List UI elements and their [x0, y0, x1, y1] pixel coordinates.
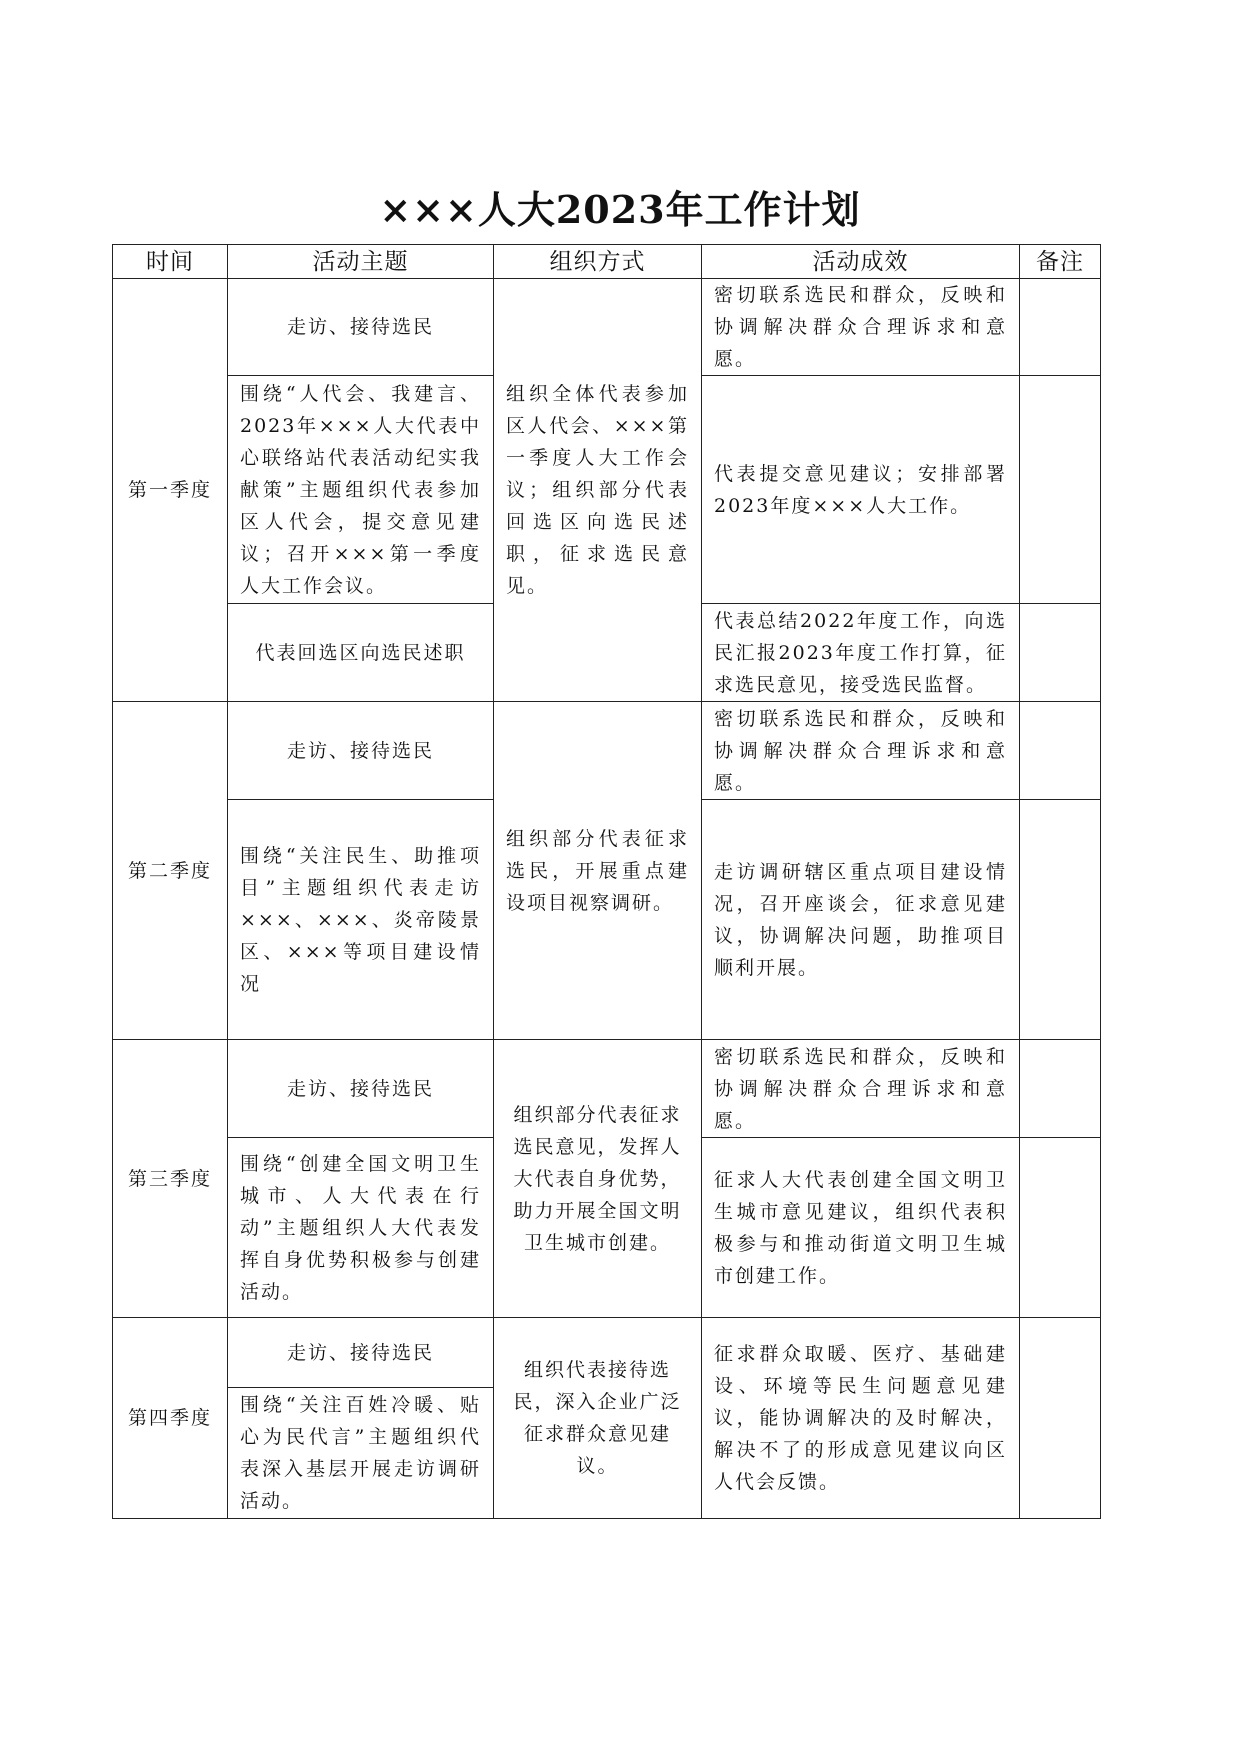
remark-cell [1020, 1138, 1101, 1318]
method-cell: 组织部分代表征求选民意见，发挥人大代表自身优势，助力开展全国文明卫生城市创建。 [494, 1040, 702, 1318]
effect-cell: 走访调研辖区重点项目建设情况，召开座谈会，征求意见建议，协调解决问题，助推项目顺利开展。 [702, 800, 1020, 1040]
header-theme: 活动主题 [228, 245, 494, 279]
remark-cell [1020, 376, 1101, 604]
table-row [113, 1040, 1101, 1138]
remark-cell [1020, 279, 1101, 376]
method-cell: 组织部分代表征求选民，开展重点建设项目视察调研。 [494, 702, 702, 1040]
quarter-time-cell: 第一季度 [113, 279, 228, 702]
document-title: ×××人大2023年工作计划 [379, 187, 861, 232]
table-header-row [113, 245, 1101, 279]
effect-cell: 密切联系选民和群众，反映和协调解决群众合理诉求和意愿。 [702, 702, 1020, 800]
quarter-time-cell: 第三季度 [113, 1040, 228, 1318]
table-row [113, 1318, 1101, 1388]
header-effect: 活动成效 [702, 245, 1020, 279]
theme-cell: 走访、接待选民 [228, 1318, 494, 1388]
effect-cell: 密切联系选民和群众，反映和协调解决群众合理诉求和意愿。 [702, 279, 1020, 376]
theme-cell: 围绕“关注百姓冷暖、贴心为民代言”主题组织代表深入基层开展走访调研活动。 [228, 1388, 494, 1519]
header-time: 时间 [113, 245, 228, 279]
table-row [113, 702, 1101, 800]
quarter-time-cell: 第四季度 [113, 1318, 228, 1519]
theme-cell: 走访、接待选民 [228, 1040, 494, 1138]
table-row [113, 279, 1101, 376]
quarter-time-cell: 第二季度 [113, 702, 228, 1040]
theme-cell: 走访、接待选民 [228, 279, 494, 376]
effect-cell: 征求群众取暖、医疗、基础建设、环境等民生问题意见建议，能协调解决的及时解决，解决不了的形成意见建议向区人代会反馈。 [702, 1318, 1020, 1519]
theme-cell: 代表回选区向选民述职 [228, 604, 494, 702]
method-cell: 组织全体代表参加区人代会、×××第一季度人大工作会议；组织部分代表回选区向选民述职，征求选民意见。 [494, 279, 702, 702]
method-cell: 组织代表接待选民，深入企业广泛征求群众意见建议。 [494, 1318, 702, 1519]
effect-cell: 代表总结2022年度工作，向选民汇报2023年度工作打算，征求选民意见，接受选民监督。 [702, 604, 1020, 702]
remark-cell [1020, 1040, 1101, 1138]
header-method: 组织方式 [494, 245, 702, 279]
header-remark: 备注 [1020, 245, 1101, 279]
remark-cell [1020, 800, 1101, 1040]
remark-cell [1020, 702, 1101, 800]
remark-cell [1020, 604, 1101, 702]
effect-cell: 密切联系选民和群众，反映和协调解决群众合理诉求和意愿。 [702, 1040, 1020, 1138]
theme-cell: 走访、接待选民 [228, 702, 494, 800]
work-plan-table [112, 244, 1101, 1519]
effect-cell: 征求人大代表创建全国文明卫生城市意见建议，组织代表积极参与和推动街道文明卫生城市创建工作。 [702, 1138, 1020, 1318]
effect-cell: 代表提交意见建议；安排部署2023年度×××人大工作。 [702, 376, 1020, 604]
remark-cell [1020, 1318, 1101, 1519]
theme-cell: 围绕“关注民生、助推项目”主题组织代表走访×××、×××、炎帝陵景区、×××等项目建设情况 [228, 800, 494, 1040]
theme-cell: 围绕“创建全国文明卫生城市、人大代表在行动”主题组织人大代表发挥自身优势积极参与创建活动。 [228, 1138, 494, 1318]
theme-cell: 围绕“人代会、我建言、2023年×××人大代表中心联络站代表活动纪实我献策”主题组织代表参加区人代会，提交意见建议；召开×××第一季度人大工作会议。 [228, 376, 494, 604]
